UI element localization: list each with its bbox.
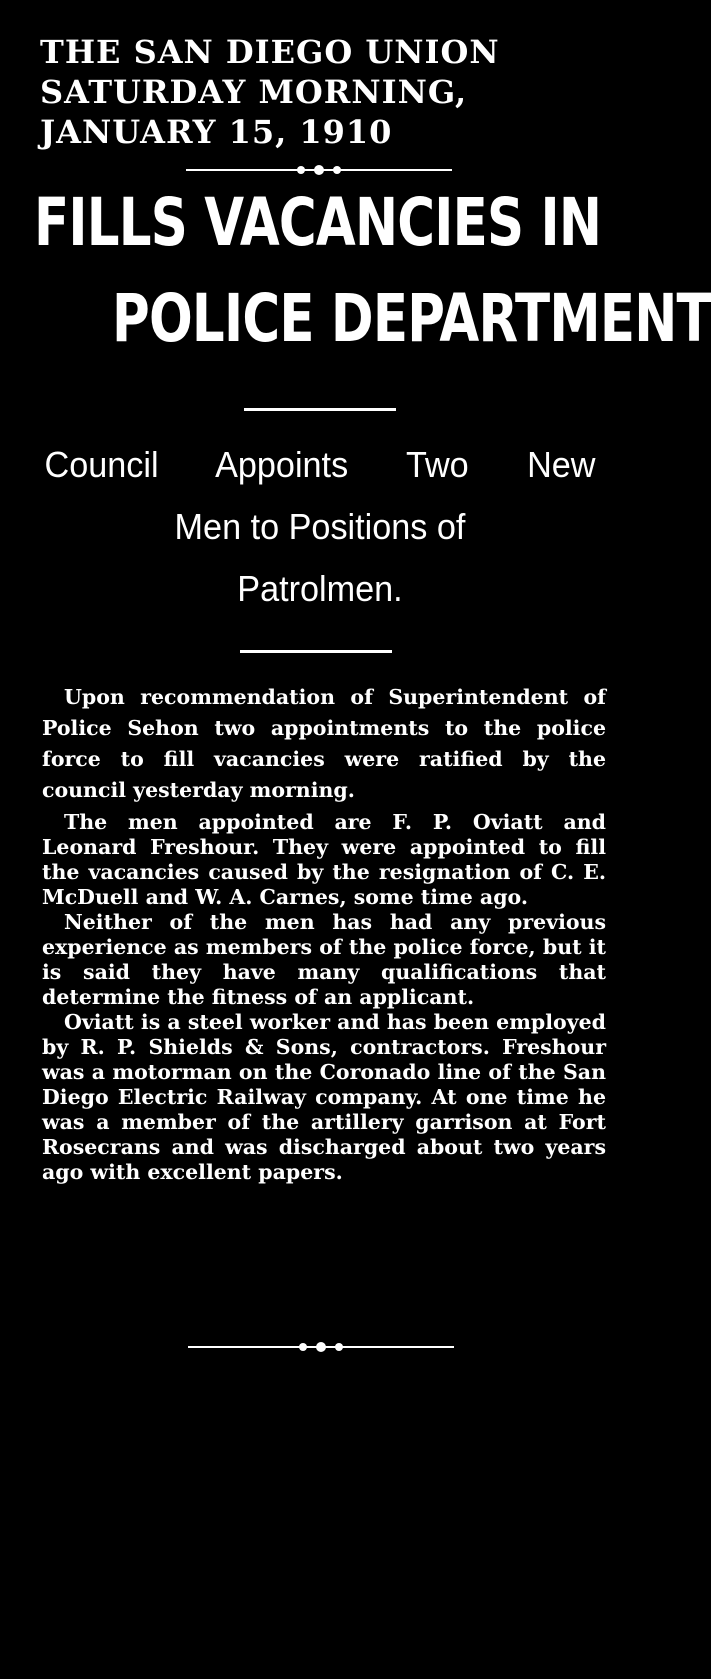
rule-under-headline — [244, 408, 396, 411]
headline-line-2: POLICE DEPARTMENT — [112, 280, 711, 357]
deck — [45, 434, 596, 620]
deck-line-2: Men to Positions of — [174, 506, 466, 547]
article-body — [42, 682, 606, 1185]
masthead-paper-name: THE SAN DIEGO UNION — [40, 33, 500, 71]
headline-line-1: FILLS VACANCIES IN — [34, 184, 602, 261]
masthead-date: JANUARY 15, 1910 — [40, 113, 393, 151]
masthead — [40, 32, 620, 152]
article-paragraph-3: Neither of the men has had any previous experience as members of the police force, but it is said they have many qualifications that determine the fitness of an applicant. — [42, 910, 606, 1009]
ornament-rule-bottom — [188, 1341, 454, 1353]
deck-line-1: Council Appoints Two New — [44, 444, 596, 485]
deck-line-3: Patrolmen. — [237, 568, 403, 609]
ornament-rule-top — [186, 164, 452, 176]
article-paragraph-4: Oviatt is a steel worker and has been employed by R. P. Shields & Sons, contractors. Freshour was a motorman on the Coronado line of the San Diego Electric Railway company. At one time he was a member of the artillery garrison at Fort Rosecrans and was discharged about two years ago with excellent papers. — [42, 1010, 606, 1184]
rule-under-deck — [240, 650, 392, 653]
article-paragraph-1: Upon recommendation of Superintendent of Police Sehon two appointments to the police force to fill vacancies were ratified by the council yesterday morning. — [42, 685, 606, 802]
masthead-day: SATURDAY MORNING, — [40, 73, 468, 111]
article-paragraph-2: The men appointed are F. P. Oviatt and Leonard Freshour. They were appointed to fill the vacancies caused by the resignation of C. E. McDuell and W. A. Carnes, some time ago. — [42, 810, 606, 909]
